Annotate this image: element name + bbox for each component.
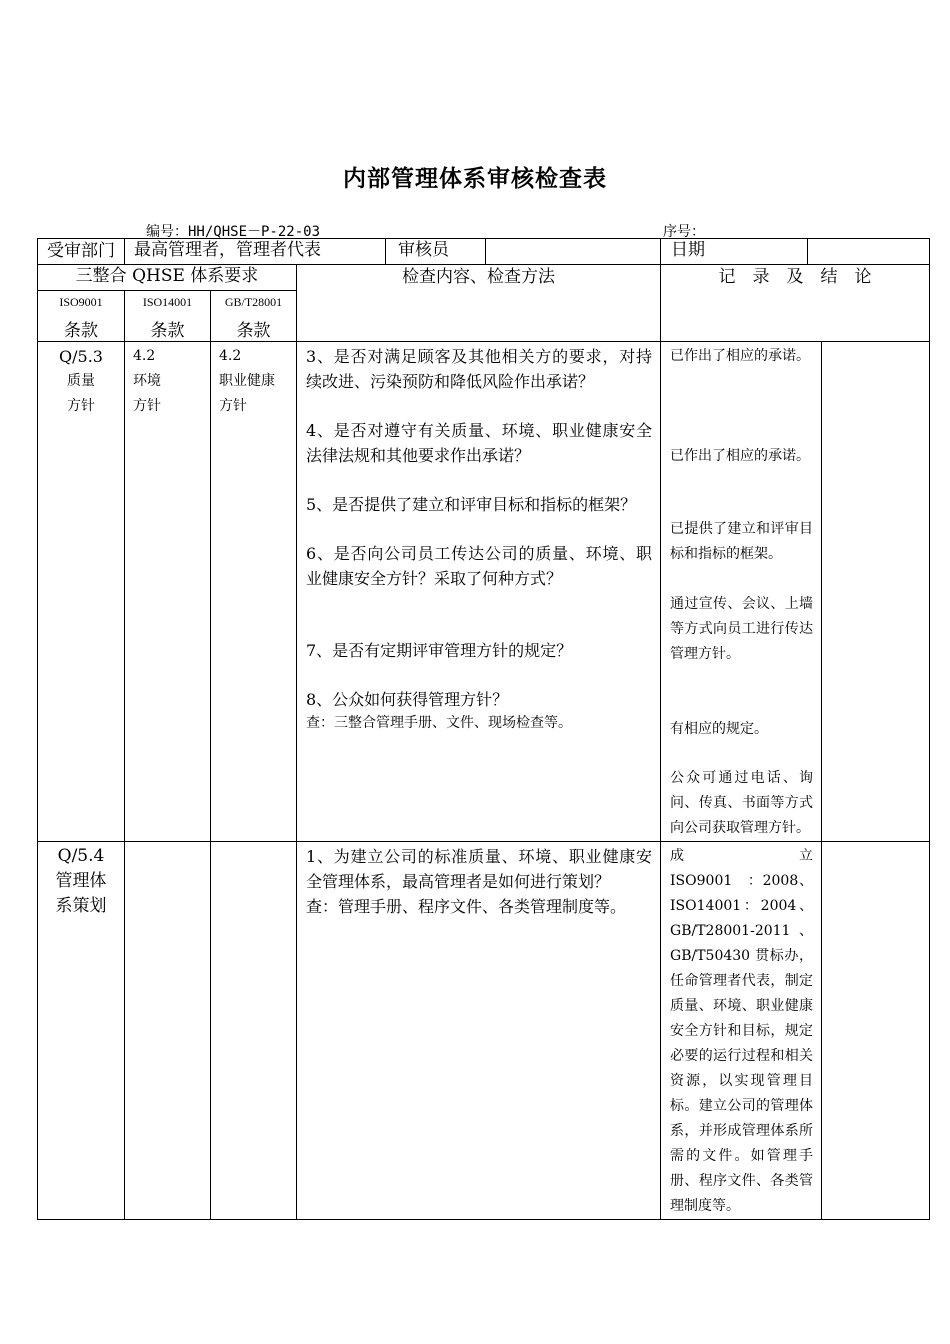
clause-label: 条款 <box>64 321 98 340</box>
check-method: 查：管理手册、程序文件、各类管理制度等。 <box>306 897 627 916</box>
auditor-label: 审核员 <box>386 239 486 265</box>
clause-iso14001 <box>125 342 211 842</box>
check-item: 4、是否对遵守有关质量、环境、职业健康安全法律法规和其他要求作出承诺？ <box>306 421 653 465</box>
clause-iso9001 <box>38 342 125 842</box>
clause-title-line: 方针 <box>67 398 95 414</box>
dept-label: 受审部门 <box>38 239 125 265</box>
record-item: 已提供了建立和评审目标和指标的框架。 <box>670 521 814 562</box>
record-content <box>661 342 822 842</box>
clause-title-line: 职业健康 <box>219 373 275 389</box>
check-item: 3、是否对满足顾客及其他相关方的要求，对持续改进、污染预防和降低风险作出承诺？ <box>306 347 653 391</box>
table-row <box>38 342 930 842</box>
record-item: 有相应的规定。 <box>670 721 769 737</box>
clause-label: 条款 <box>236 321 271 340</box>
sequence-number: 序号： <box>663 224 705 240</box>
record-item: 已作出了相应的承诺。 <box>670 448 811 464</box>
document-code: 编号：HH/QHSE－P-22-03 <box>146 224 321 240</box>
date-label: 日期 <box>661 239 808 265</box>
standard-iso14001 <box>125 291 211 342</box>
clause-label: 条款 <box>150 321 185 340</box>
check-content <box>297 842 661 1220</box>
clause-number: 4.2 <box>133 348 156 364</box>
record-item: 已作出了相应的承诺。 <box>670 348 811 364</box>
clause-iso9001 <box>38 842 125 1220</box>
standard-iso14001-name: ISO14001 <box>142 295 193 309</box>
check-item: 6、是否向公司员工传达公司的质量、环境、职业健康安全方针？采取了何种方式？ <box>306 544 653 588</box>
record-header: 记 录 及 结 论 <box>661 265 930 342</box>
clause-iso14001 <box>125 842 211 1220</box>
standard-gbt28001-name: GB/T28001 <box>224 295 283 309</box>
check-content <box>297 342 661 842</box>
page-title: 内部管理体系审核检查表 <box>343 166 607 192</box>
check-item: 8、公众如何获得管理方针？ <box>306 690 509 709</box>
check-method: 查：三整合管理手册、文件、现场检查等。 <box>306 715 572 731</box>
clause-number: Q/5.4 <box>57 846 105 866</box>
clause-number: 4.2 <box>219 348 242 364</box>
record-content <box>661 842 842 1220</box>
clause-title-line: 环境 <box>133 373 161 389</box>
clause-number: Q/5.3 <box>59 347 103 366</box>
table-row <box>38 842 930 1220</box>
clause-title-line: 管理体 <box>55 871 107 891</box>
margin-cell <box>822 342 930 842</box>
requirements-header: 三整合 QHSE 体系要求 <box>38 265 297 291</box>
clause-gbt28001 <box>211 342 297 842</box>
standard-iso9001-name: ISO9001 <box>59 295 103 309</box>
record-item: 公众可通过电话、询问、传真、书面等方式向公司获取管理方针。 <box>670 770 814 836</box>
audit-checklist-table <box>37 238 930 1220</box>
check-item: 5、是否提供了建立和评审目标和指标的框架？ <box>306 495 637 514</box>
check-item: 1、为建立公司的标准质量、环境、职业健康安全管理体系，最高管理者是如何进行策划？ <box>306 847 653 891</box>
record-item: 成 立 ISO9001 ：2008、ISO14001：2004、GB/T28001-2011、GB/T50430 贯标办，任命管理者代表，制定质量、环境、职业健康安全方针和目标，规定必要的运行过程和相关资源，以实现管理目标。建立公司的管理体系，并形成管理体系所需的文件。如管理手册、程序文件、各类管理制度等。 <box>670 848 842 1214</box>
clause-title-line: 系策划 <box>55 896 107 916</box>
method-header: 检查内容、检查方法 <box>297 265 661 342</box>
dept-value: 最高管理者，管理者代表 <box>125 239 386 265</box>
clause-title-line: 方针 <box>219 398 247 414</box>
clause-title-line: 方针 <box>133 398 161 414</box>
clause-gbt28001 <box>211 842 297 1220</box>
date-value <box>808 239 930 265</box>
auditor-value <box>486 239 661 265</box>
clause-title-line: 质量 <box>67 373 95 389</box>
record-item: 通过宣传、会议、上墙等方式向员工进行传达管理方针。 <box>670 596 814 662</box>
margin-cell <box>822 842 930 1220</box>
check-item: 7、是否有定期评审管理方针的规定？ <box>306 641 573 660</box>
standard-iso9001 <box>38 291 125 342</box>
standard-gbt28001 <box>211 291 297 342</box>
